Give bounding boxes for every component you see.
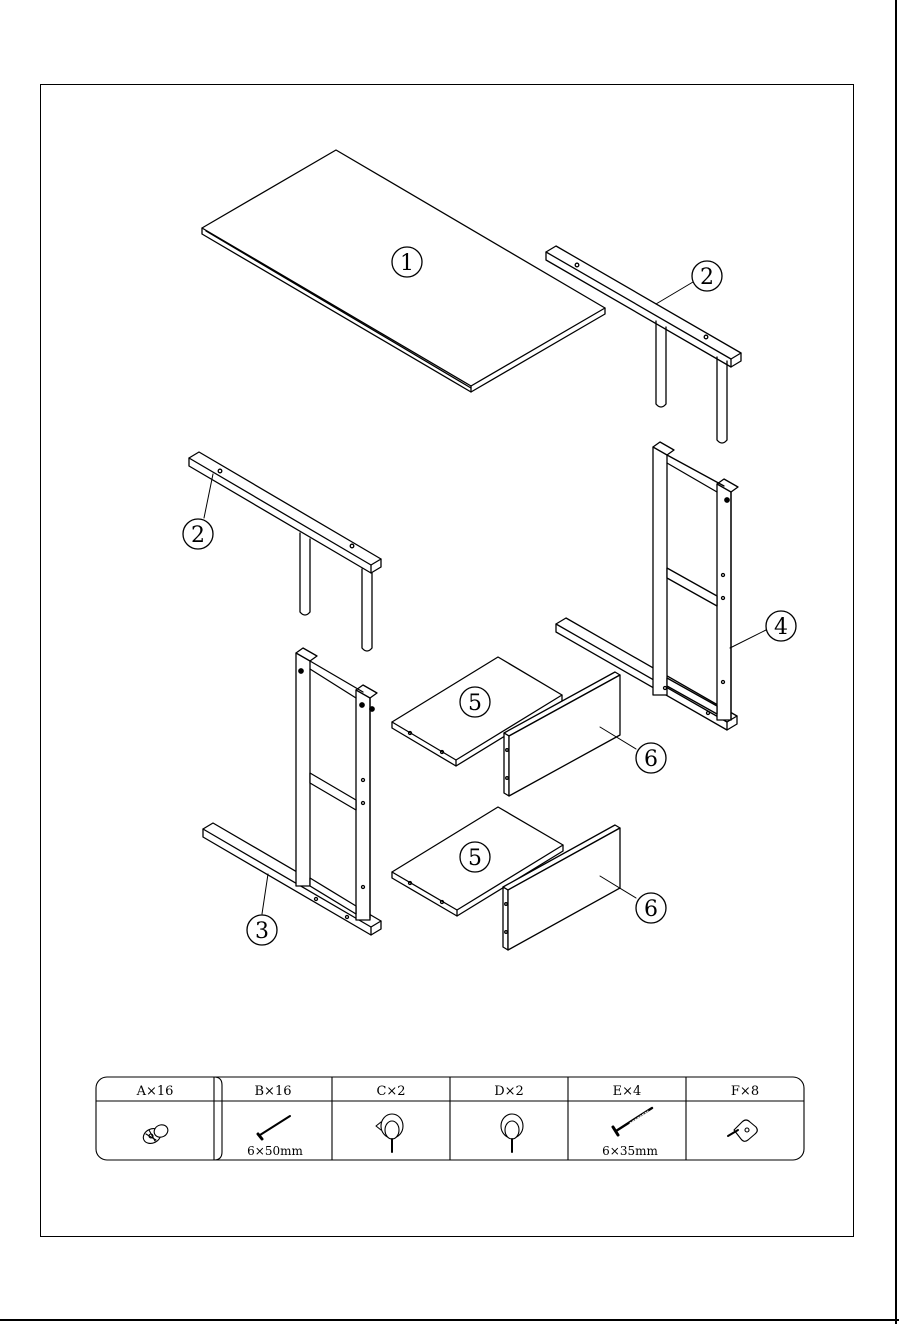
callout-part-2-right (692, 261, 722, 291)
side-frame-right-part (556, 442, 738, 730)
svg-text:6×35mm: 6×35mm (602, 1144, 658, 1158)
svg-text:B×16: B×16 (254, 1084, 292, 1099)
svg-text:6: 6 (644, 897, 658, 922)
svg-text:D×2: D×2 (494, 1084, 524, 1099)
hardware-table (96, 1077, 804, 1160)
svg-text:5: 5 (468, 846, 482, 871)
svg-text:2: 2 (191, 523, 205, 548)
callout-part-6-lower (636, 893, 666, 923)
callout-part-5-lower (460, 842, 490, 872)
svg-text:6: 6 (644, 747, 658, 772)
svg-text:F×8: F×8 (730, 1084, 760, 1099)
svg-text:1: 1 (400, 251, 414, 276)
svg-text:C×2: C×2 (376, 1084, 406, 1099)
svg-text:A×16: A×16 (136, 1084, 174, 1099)
callout-part-4 (766, 611, 796, 641)
callout-part-2-left (183, 519, 213, 549)
svg-text:5: 5 (468, 691, 482, 716)
callout-part-6-upper (636, 743, 666, 773)
callout-part-3 (247, 915, 277, 945)
svg-text:4: 4 (774, 615, 788, 640)
svg-text:2: 2 (700, 265, 714, 290)
svg-text:6×50mm: 6×50mm (247, 1144, 303, 1158)
side-frame-left-part (203, 648, 381, 935)
top-crossbar-left-part (189, 452, 381, 651)
svg-text:3: 3 (255, 919, 269, 944)
callout-part-5-upper (460, 687, 490, 717)
callout-part-1 (392, 247, 422, 277)
svg-text:E×4: E×4 (612, 1084, 642, 1099)
